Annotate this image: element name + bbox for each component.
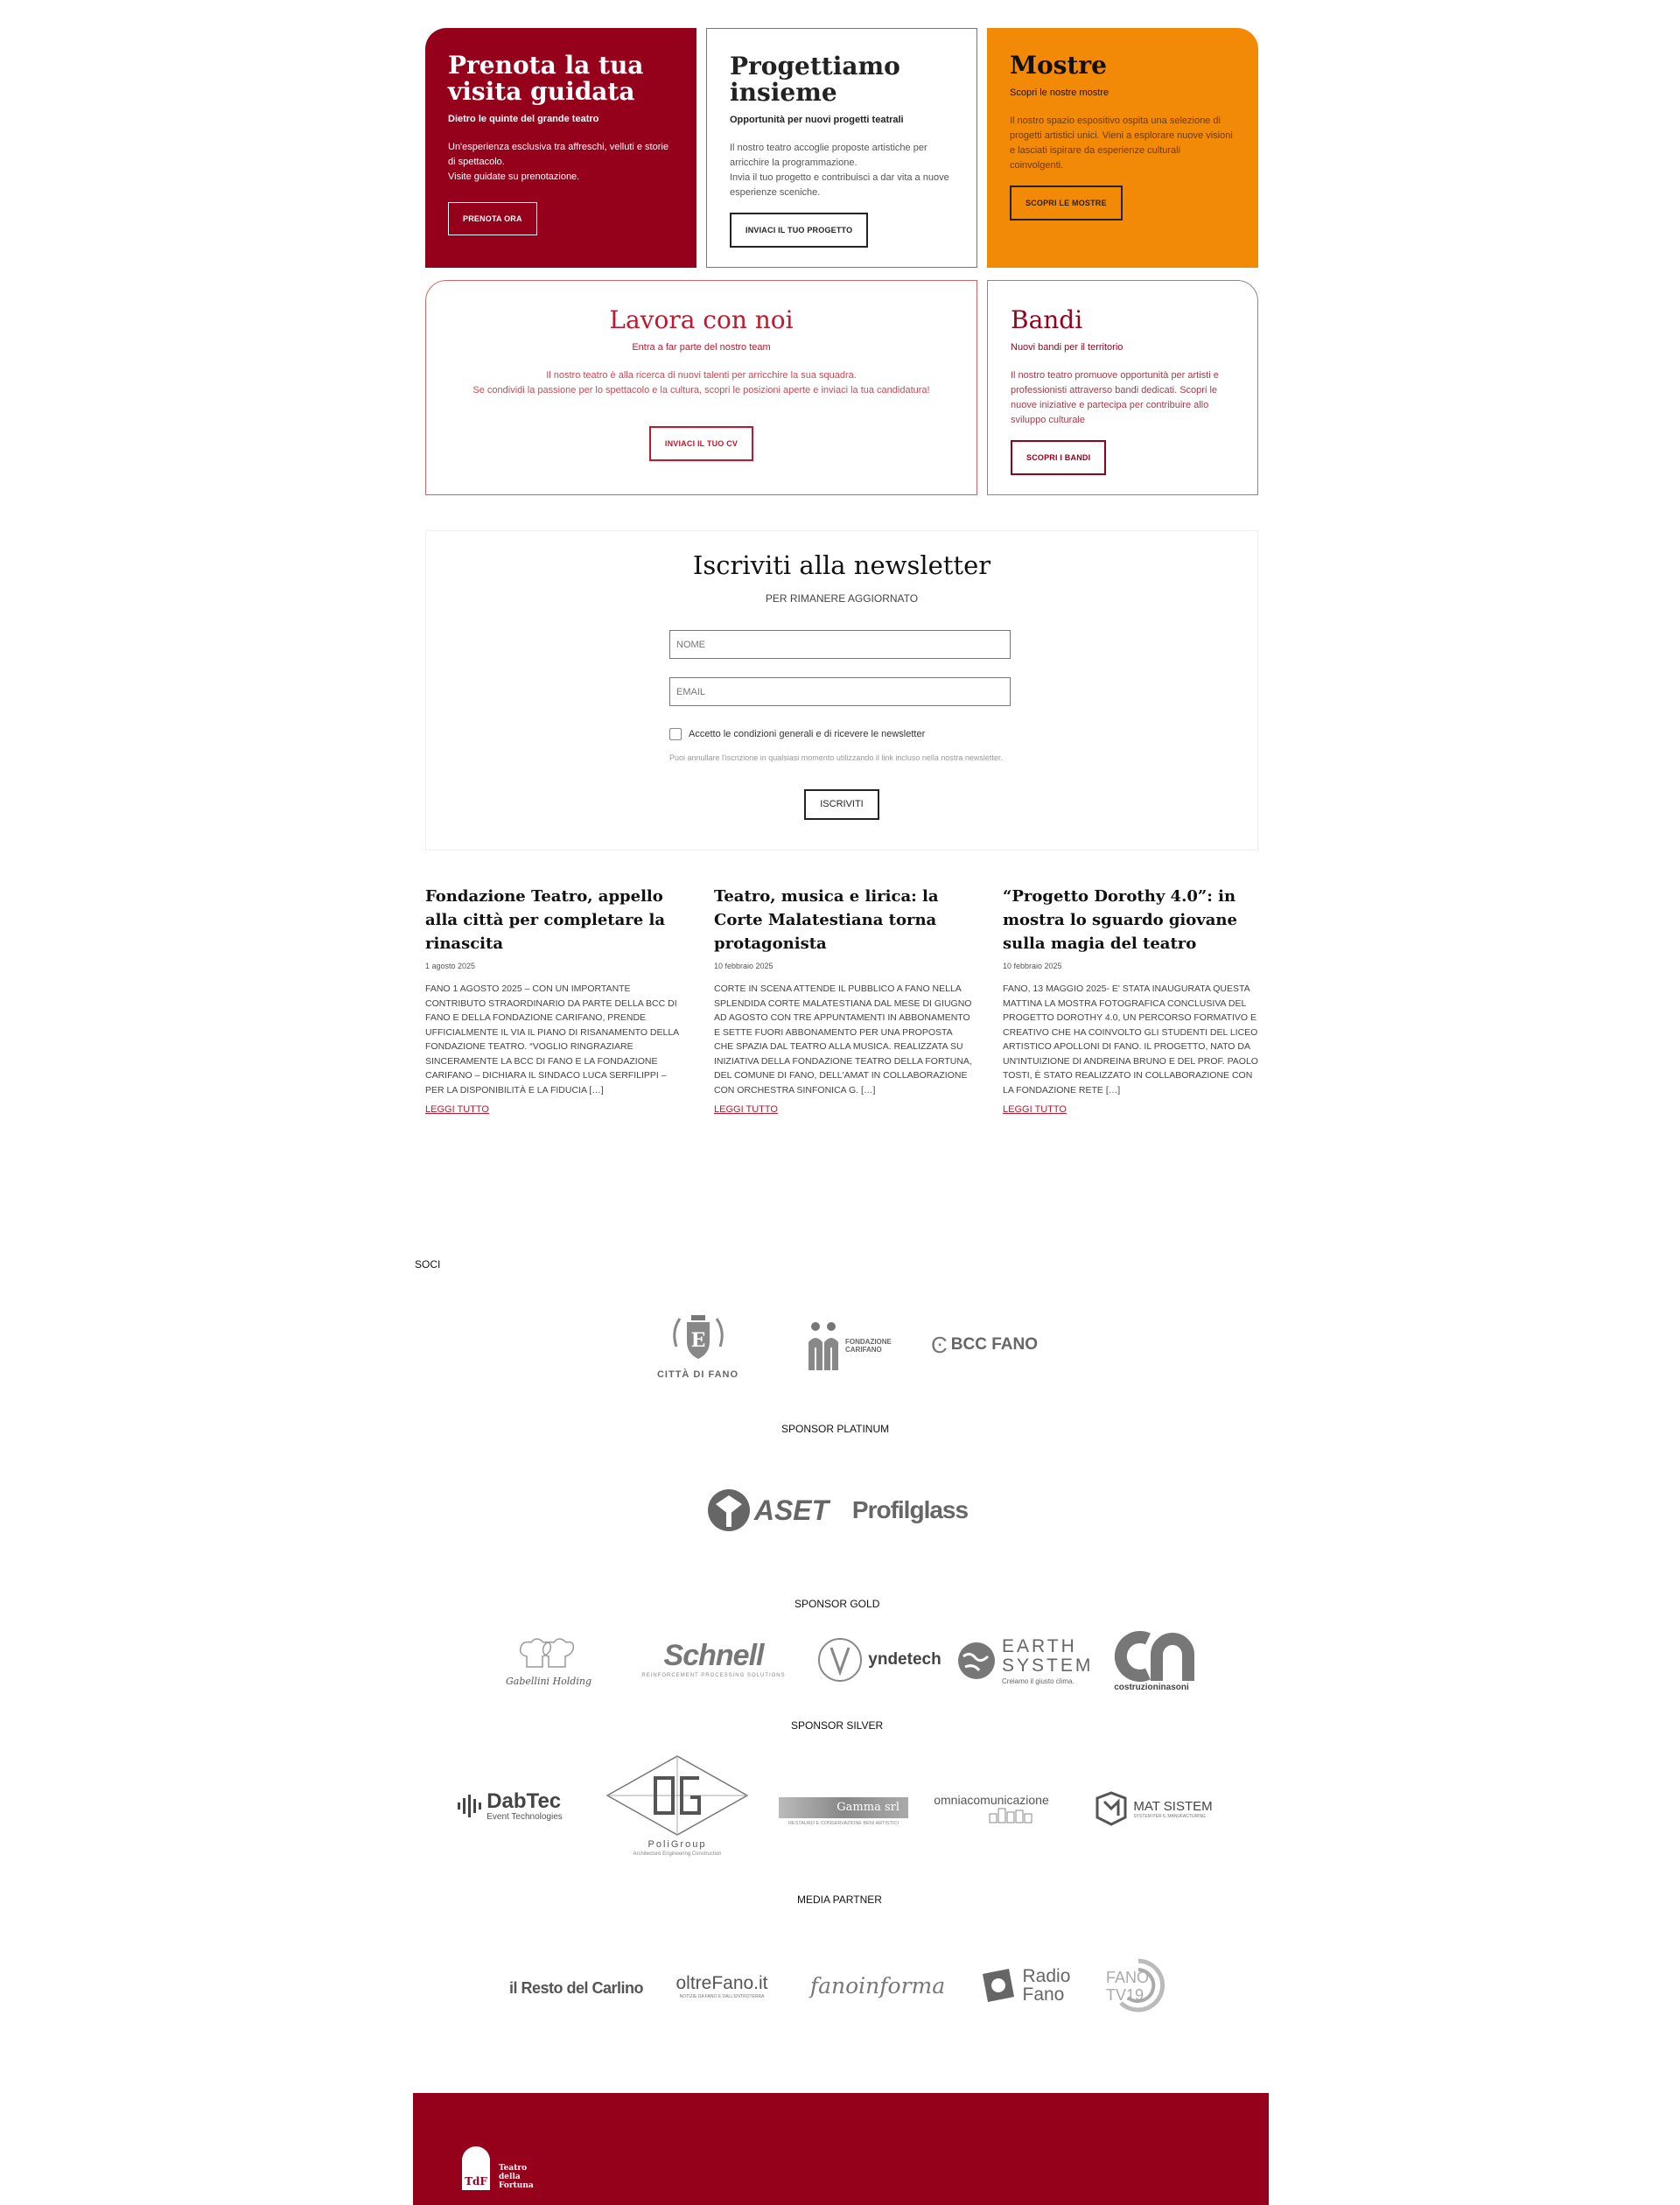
schnell-logo[interactable] xyxy=(637,1636,790,1680)
cn-monogram-icon xyxy=(1108,1628,1195,1683)
monogram-text: TdF xyxy=(465,2175,487,2188)
logo-label: Schnell xyxy=(663,1638,764,1672)
yndetech-logo[interactable] xyxy=(814,1636,945,1684)
citta-di-fano-logo[interactable] xyxy=(652,1304,744,1387)
costruzioni-nasoni-logo[interactable] xyxy=(1106,1624,1197,1696)
logo-label: costruzioninasoni xyxy=(1114,1682,1189,1692)
resto-del-carlino-logo[interactable] xyxy=(508,1972,645,2004)
prenota-ora-button[interactable]: PRENOTA ORA xyxy=(448,202,537,235)
logo-sublabel: REINFORCEMENT PROCESSING SOLUTIONS xyxy=(641,1672,786,1678)
coat-of-arms-icon xyxy=(668,1312,729,1366)
news-date: 1 agosto 2025 xyxy=(425,962,476,970)
consent-checkbox[interactable] xyxy=(669,728,682,740)
card-text: Il nostro teatro promuove opportunità per artisti e professionisti attraverso bandi dedicati. Scopri le nuove iniziative e partecipa per contribuire allo sviluppo culturale xyxy=(1011,370,1219,425)
gamma-banner xyxy=(779,1797,908,1818)
logo-label: Gamma srl xyxy=(836,1801,900,1814)
news-item xyxy=(714,885,972,1116)
card-title: Progettiamo insieme xyxy=(730,52,900,107)
logo-label: FONDAZIONE CARIFANO xyxy=(845,1338,892,1354)
logo-label: DabTec xyxy=(486,1788,562,1813)
earth-system-logo[interactable] xyxy=(956,1633,1096,1689)
scopri-bandi-button[interactable]: SCOPRI I BANDI xyxy=(1011,440,1106,475)
earth-system-text xyxy=(1002,1635,1094,1685)
logo-sublabel: Architecture Engineering Construction xyxy=(633,1852,722,1857)
news-title[interactable]: Teatro, musica e lirica: la Corte Malatestiana torna protagonista xyxy=(714,887,939,953)
teatro-monogram-icon xyxy=(458,2141,494,2190)
logo-label: fanoinforma xyxy=(809,1972,946,1998)
dabtec-text xyxy=(486,1788,563,1822)
news-item xyxy=(1003,885,1261,1116)
news-date: 10 febbraio 2025 xyxy=(1003,962,1062,970)
read-more-link[interactable]: LEGGI TUTTO xyxy=(714,1104,778,1115)
card-subtitle: Opportunità per nuovi progetti teatrali xyxy=(730,115,904,125)
dabtec-logo[interactable] xyxy=(451,1787,569,1825)
news-excerpt: CORTE IN SCENA ATTENDE IL PUBBLICO A FANO NELLA SPLENDIDA CORTE MALATESTIANA DAL MESE DI GIUGNO AD AGOSTO CON TRE APPUNTAMENTI IN ABBONAMENTO E SETTE FUORI ABBONAMENTO PER UNA PROPOSTA CHE SPAZIA DAL TEATRO ALLA MUSICA. REALIZZATA SU INIZIATIVA DELLA FONDAZIONE TEATRO DELLA FORTUNA, DEL COMUNE DI FANO, DELL'AMAT IN COLLABORAZIONE CON ORCHESTRA SINFONICA G. […] xyxy=(714,984,972,1096)
chef-hats-icon xyxy=(514,1635,584,1670)
fondazione-icon xyxy=(805,1320,844,1372)
profilglass-logo[interactable] xyxy=(844,1488,976,1533)
logo-label: MAT SISTEM xyxy=(1133,1798,1213,1814)
news-item xyxy=(425,885,683,1116)
soci-label: SOCI xyxy=(415,1258,441,1270)
consent-label: Accetto le condizioni generali e di ricevere le newsletter xyxy=(689,729,926,739)
news-excerpt: FANO 1 AGOSTO 2025 – CON UN IMPORTANTE CONTRIBUTO STRAORDINARIO DA PARTE DELLA BCC DI FANO E DELLA FONDAZIONE CARIFANO, PRENDE UFFICIALMENTE IL VIA IL PIANO DI RISANAMENTO DELLA FONDAZIONE TEATRO. “VOGLIO RINGRAZIARE SINCERAMENTE LA BCC DI FANO E LA FONDAZIONE CARIFANO – DICHIARA IL SINDACO LUCA SERFILIPPI – PER LA DISPONIBILITÀ E LA FIDUCIA […] xyxy=(425,984,679,1096)
read-more-link[interactable]: LEGGI TUTTO xyxy=(425,1104,489,1115)
news-title[interactable]: “Progetto Dorothy 4.0”: in mostra lo sguardo giovane sulla magia del teatro xyxy=(1003,887,1237,953)
logo-label: PoliGroup xyxy=(648,1839,707,1850)
logo-label: EARTH SYSTEM xyxy=(1002,1635,1094,1676)
card-subtitle: Scopri le nostre mostre xyxy=(1010,88,1110,98)
card-title: Mostre xyxy=(1010,51,1107,80)
footer xyxy=(413,2093,1269,2205)
poligroup-emblem-icon xyxy=(603,1752,752,1839)
radio-emblem-icon xyxy=(977,1965,1018,2006)
newsletter-section xyxy=(425,530,1258,850)
gabellini-holding-logo[interactable] xyxy=(500,1629,597,1692)
iscriviti-button[interactable]: ISCRIVITI xyxy=(804,789,879,820)
poligroup-logo[interactable] xyxy=(600,1746,754,1863)
logo-label: il Resto del Carlino xyxy=(508,1978,644,1997)
bcc-fano-logo[interactable] xyxy=(923,1326,1046,1364)
newsletter-title: Iscriviti alla newsletter xyxy=(692,550,991,580)
card-mostre xyxy=(987,28,1258,268)
fano-tv19-logo[interactable] xyxy=(1101,1955,1176,2014)
mat-text xyxy=(1133,1799,1212,1819)
logo-label: Radio Fano xyxy=(1022,1966,1071,2005)
card-progettiamo-insieme xyxy=(706,28,977,268)
globe-icon xyxy=(956,1641,997,1681)
card-bandi xyxy=(987,280,1258,495)
scopri-mostre-button[interactable]: SCOPRI LE MOSTRE xyxy=(1010,186,1123,220)
email-field[interactable] xyxy=(669,677,1011,706)
logo-label: BCC FANO xyxy=(950,1335,1038,1354)
aset-logo[interactable] xyxy=(704,1488,831,1533)
logo-label: oltreFano.it xyxy=(676,1973,768,1993)
logo-sublabel: RESTAURO E CONSERVAZIONE BENI ARTISTICI xyxy=(788,1820,900,1826)
logo-sublabel: Creiamo il giusto clima. xyxy=(1002,1676,1074,1685)
footer-logo-name: Teatro della Fortuna xyxy=(499,2164,534,2190)
card-title: Lavora con noi xyxy=(609,305,794,334)
card-visita-guidata xyxy=(425,28,696,268)
equalizer-icon xyxy=(457,1794,483,1818)
card-title: Bandi xyxy=(1011,305,1083,334)
logo-label: omniacomunicazione xyxy=(934,1793,1049,1807)
name-field[interactable] xyxy=(669,630,1011,659)
logo-sublabel: NOTIZIE DA FANO E DALL'ENTROTERRA xyxy=(679,1994,765,1999)
card-lavora-con-noi xyxy=(425,280,977,495)
logo-label: CITTÀ DI FANO xyxy=(656,1368,739,1380)
gamma-logo[interactable] xyxy=(777,1794,910,1829)
logo-label: ASET xyxy=(753,1494,830,1526)
logo-label: FANO TV19 xyxy=(1106,1969,1150,2004)
card-title: Prenota la tua visita guidata xyxy=(448,51,644,106)
card-text: Un'esperienza esclusiva tra affreschi, velluti e storie di spettacolo. Visite guidate su prenotazione. xyxy=(448,142,668,182)
card-subtitle: Nuovi bandi per il territorio xyxy=(1011,342,1124,353)
fanoinforma-logo[interactable] xyxy=(803,1967,952,2004)
silver-label: SPONSOR SILVER xyxy=(791,1719,884,1732)
footer-logo[interactable] xyxy=(458,2141,534,2190)
mat-sistem-logo[interactable] xyxy=(1092,1790,1214,1827)
logo-label: yndetech xyxy=(868,1650,942,1669)
platinum-label: SPONSOR PLATINUM xyxy=(781,1423,890,1435)
radio-fano-logo[interactable] xyxy=(976,1964,1094,2007)
mat-emblem-icon xyxy=(1094,1791,1129,1826)
media-label: MEDIA PARTNER xyxy=(797,1894,882,1906)
card-text: Il nostro spazio espositivo ospita una selezione di progetti artistici unici. Vieni a esplorare nuove visioni e lasciati ispirare da esperienze culturali coinvolgenti. xyxy=(1010,116,1233,171)
card-subtitle: Entra a far parte del nostro team xyxy=(632,342,771,353)
logo-sublabel: Event Technologies xyxy=(486,1811,563,1822)
card-subtitle: Dietro le quinte del grande teatro xyxy=(448,114,599,124)
card-text: Il nostro teatro è alla ricerca di nuovi talenti per arricchire la sua squadra. Se condividi la passione per lo spettacolo e la cultura, scopri le posizioni aperte e inviaci la tua candidatura! xyxy=(472,370,930,396)
news-title[interactable]: Fondazione Teatro, appello alla città per completare la rinascita xyxy=(425,887,665,953)
yndetech-emblem-icon xyxy=(817,1637,863,1683)
invia-cv-button[interactable]: INVIACI IL TUO CV xyxy=(649,426,753,461)
invia-progetto-button[interactable]: INVIACI IL TUO PROGETTO xyxy=(730,213,868,248)
news-excerpt: FANO, 13 MAGGIO 2025- E' STATA INAUGURATA QUESTA MATTINA LA MOSTRA FOTOGRAFICA CONCLUSIVA DEL PROGETTO DOROTHY 4.0, UN PERCORSO FORMATIVO E CREATIVO CHE HA COINVOLTO GLI STUDENTI DEL LICEO ARTISTICO APOLLONI DI FANO. IL PROGETTO, NATO DA UN'INTUIZIONE DI ANDREINA BRUNO E DEL PROF. PAOLO TOSTI, È STATO REALIZZATO IN COLLABORAZIONE CON LA FONDAZIONE RETE […] xyxy=(1003,984,1258,1096)
logo-sublabel: SYSTEM PER IL MANUFACTURING xyxy=(1133,1813,1206,1819)
fondazione-carifano-logo[interactable] xyxy=(805,1316,892,1376)
skyline-icon xyxy=(948,1807,1035,1824)
logo-label: Profilglass xyxy=(851,1496,969,1523)
bcc-mark-icon: Ͼ xyxy=(930,1331,948,1358)
card-text: Il nostro teatro accoglie proposte artistiche per arricchire la programmazione. Invia il tuo progetto e contribuisci a dar vita a nuove esperienze sceniche. xyxy=(730,143,949,198)
unsubscribe-note: Puoi annullare l'iscrizione in qualsiasi momento utilizzando il link incluso nella nostra newsletter. xyxy=(669,753,1003,762)
read-more-link[interactable]: LEGGI TUTTO xyxy=(1003,1104,1067,1115)
logo-label: Gabellini Holding xyxy=(506,1675,592,1687)
omnia-comunicazione-logo[interactable] xyxy=(919,1788,1064,1829)
aset-emblem-icon xyxy=(707,1488,751,1532)
consent-row xyxy=(669,728,925,740)
news-date: 10 febbraio 2025 xyxy=(714,962,774,970)
svg-text:E: E xyxy=(690,1328,705,1352)
oltrefano-logo[interactable] xyxy=(662,1967,781,2006)
gold-label: SPONSOR GOLD xyxy=(794,1598,880,1610)
newsletter-subtitle: PER RIMANERE AGGIORNATO xyxy=(765,592,919,605)
